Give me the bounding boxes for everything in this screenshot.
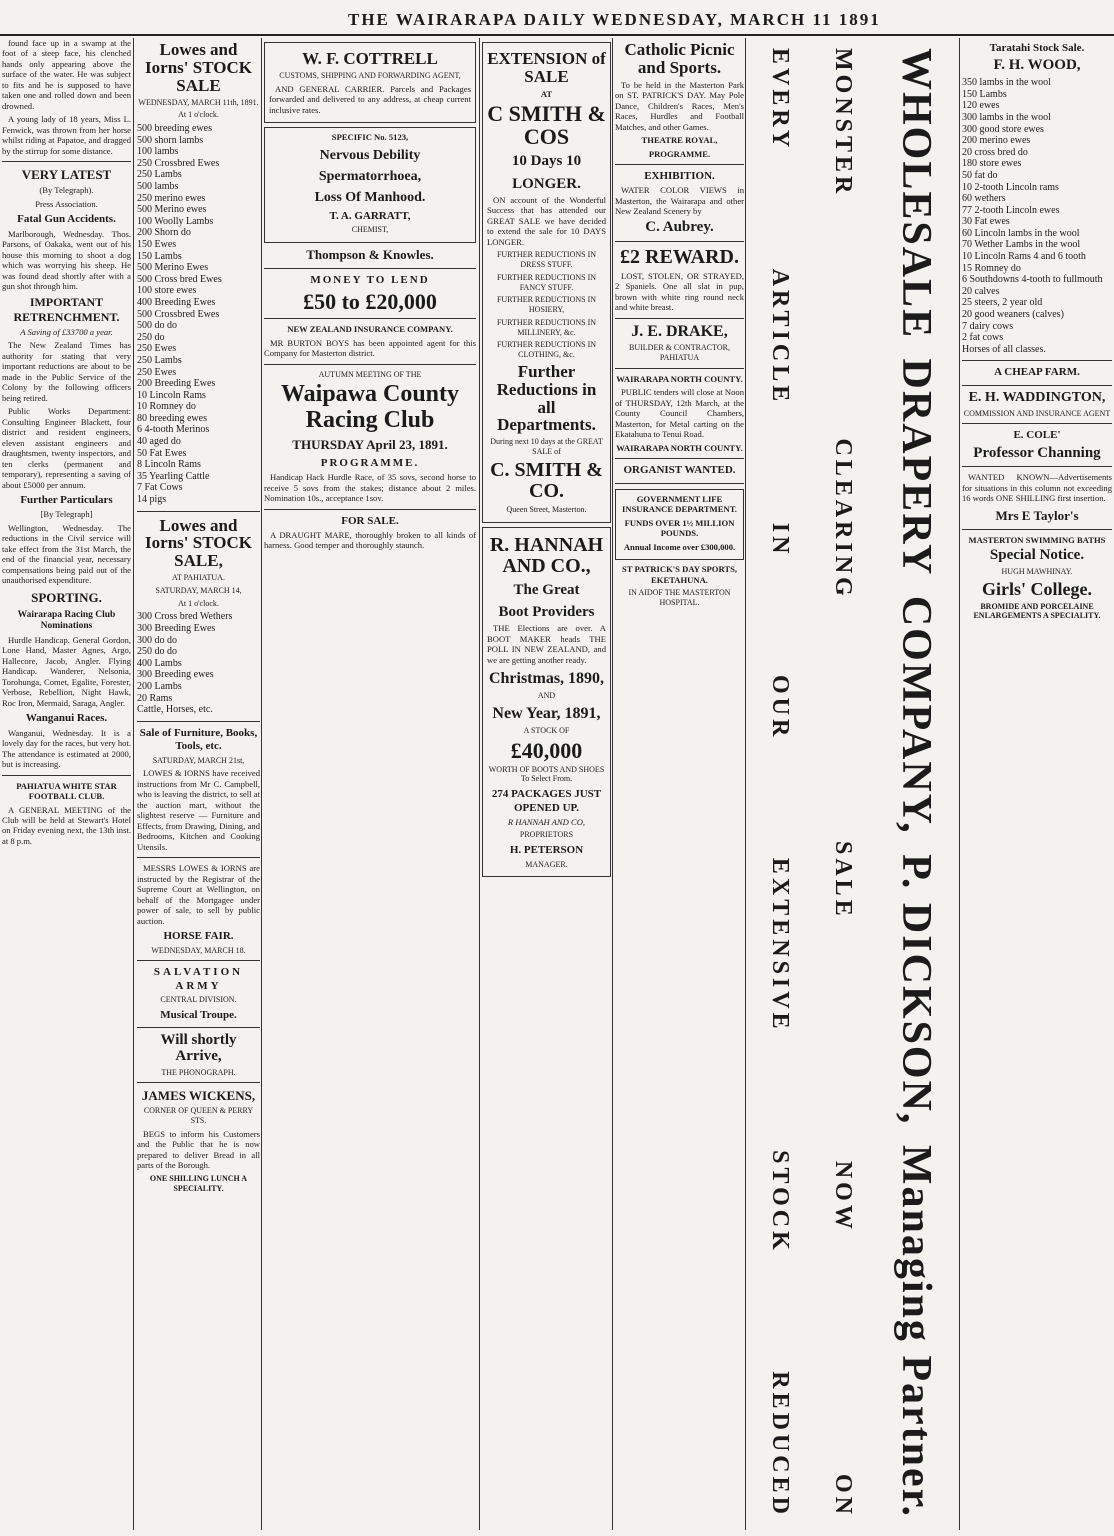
- ad-line: [766, 38, 793, 1528]
- ads-column-7: [962, 38, 1112, 1530]
- divider: [2, 161, 131, 162]
- hannah-ad: [482, 527, 611, 878]
- ad-text: PUBLIC tenders will close at Noon of THURSDAY, 12th March, at the County Council Chambers, Masterton, for Metal carting on the Ekatahuna to Tenui Road.: [615, 387, 744, 440]
- ad-heading: R. HANNAH AND CO.,: [489, 533, 604, 577]
- stock-list-item: 500 Merino Ewes: [137, 262, 209, 274]
- stock-list-item: 10 Romney do: [137, 401, 196, 413]
- stock-list-item: 200 Shorn do: [137, 227, 191, 239]
- ad-word: CLEARING: [830, 438, 856, 600]
- divider: [137, 511, 260, 512]
- ad-heading: Nervous Debility: [319, 147, 421, 163]
- column-rule: [261, 38, 262, 1530]
- ad-word: WHOLESALE: [893, 48, 939, 340]
- section-heading: SPORTING.: [31, 589, 102, 605]
- ad-date: SATURDAY, MARCH 14,: [155, 585, 242, 595]
- stock-list-item: 14 pigs: [137, 494, 167, 506]
- ad-heading: W. F. COTTRELL: [302, 49, 438, 68]
- divider: [962, 466, 1112, 467]
- divider: [615, 241, 744, 242]
- ad-subheading: THE PHONOGRAPH.: [161, 1067, 236, 1077]
- ad-subheading: BUILDER & CONTRACTOR, PAHIATUA: [629, 343, 730, 363]
- ad-date: THURSDAY April 23, 1891.: [292, 436, 448, 452]
- ad-heading: MASTERTON SWIMMING BATHS: [968, 534, 1106, 545]
- ad-signature: HUGH MAWHINAY.: [1001, 566, 1073, 576]
- smith-sale-ad: [482, 42, 611, 523]
- stock-list-item: 200 Breeding Ewes: [137, 378, 216, 390]
- stock-list-item: 500 Merino ewes: [137, 204, 207, 216]
- divider: [137, 1027, 260, 1028]
- ad-heading: Further Reductions in all Departments.: [496, 361, 597, 435]
- stock-list-item: 20 cross bred do: [962, 146, 1028, 158]
- stock-list-item: 300 Breeding Ewes: [137, 623, 216, 634]
- ad-subheading: IN AIDOF THE MASTERTON HOSPITAL.: [628, 588, 731, 607]
- article-heading: IMPORTANT RETRENCHMENT.: [13, 295, 120, 325]
- article-heading: Wairarapa Racing Club Nominations: [17, 609, 116, 632]
- news-paragraph: Wellington, Wednesday. The reductions in the Civil service will take effect from the 31st March, the end of the financial year, necessary compensations being paid out of the unauthorised expenditure.: [2, 522, 131, 586]
- masthead: [0, 0, 1114, 36]
- ad-heading: Taratahi Stock Sale.: [989, 42, 1085, 54]
- ad-heading: JAMES WICKENS,: [141, 1088, 256, 1104]
- ad-date: WEDNESDAY, MARCH 11th, 1891.: [138, 97, 259, 107]
- stock-list-item: 500 shorn lambs: [137, 134, 204, 146]
- stock-list-item: 200 Lambs: [137, 680, 182, 692]
- ad-heading: NEW ZEALAND INSURANCE COMPANY.: [287, 324, 453, 335]
- divider: [615, 368, 744, 369]
- stock-list-item: 350 lambs in the wool: [962, 77, 1051, 89]
- ad-text: AND GENERAL CARRIER. Parcels and Packages forwarded and delivered to any address, at cheap current inclusive rates.: [269, 83, 471, 115]
- ad-heading: Sale of Furniture, Books, Tools, etc.: [139, 726, 258, 753]
- cottrell-ad: [264, 42, 476, 123]
- stock-list-item: 300 Breeding ewes: [137, 669, 214, 681]
- ad-heading: Mrs E Taylor's: [995, 507, 1079, 523]
- ad-heading: J. E. DRAKE,: [631, 322, 728, 340]
- wholesale-drapery-ad: [748, 38, 958, 1528]
- ad-text: LOWES & IORNS have received instructions from Mr C. Campbell, who is leaving the district, to sell at the auction mart, without the slightest reserve — Furniture and Effects, from Drawing, Dining, and Bedrooms, Kitchen and Cooking Utensils.: [137, 768, 260, 852]
- ad-footer: ONE SHILLING LUNCH A SPECIALITY.: [149, 1173, 248, 1193]
- stock-list-item: 500 Crossbred Ewes: [137, 308, 220, 320]
- ad-address: Queen Street, Masterton.: [506, 504, 587, 514]
- news-paragraph: Public Works Department: Consulting Engineer Blackett, four district and resident engineers, eleven assistant engineers and draughtsmen, twenty inspectors, and ten clerks (permanent and temporary), representing a saving of about £5000 per annum.: [2, 406, 131, 490]
- stock-list-item: 250 Lambs: [137, 354, 182, 366]
- reduction-line: FURTHER REDUCTIONS IN DRESS STUFF.: [496, 250, 597, 270]
- ad-line: [892, 38, 940, 1528]
- stock-list-item: 2 fat cows: [962, 332, 1004, 344]
- stock-list-item: 25 steers, 2 year old: [962, 297, 1043, 309]
- ad-heading: Thompson & Knowles.: [306, 246, 434, 262]
- ad-word: ARTICLE: [767, 268, 793, 406]
- divider: [615, 483, 744, 484]
- stock-list-item: 100 lambs: [137, 146, 179, 158]
- stock-list-item: 20 Rams: [137, 692, 173, 704]
- ad-heading: Girls' College.: [982, 578, 1092, 599]
- ad-word: EXTENSIVE: [767, 857, 793, 1033]
- stock-list-item: 77 2-tooth Lincoln ewes: [962, 204, 1060, 216]
- stock-list-item: 6 Southdowns 4-tooth to fullmouth: [962, 274, 1103, 286]
- ad-subheading: AUTUMN MEETING OF THE: [318, 369, 422, 379]
- ad-subheading: CORNER OF QUEEN & PERRY STS.: [143, 1106, 254, 1126]
- ad-heading: ST PATRICK'S DAY SPORTS, EKETAHUNA.: [621, 564, 738, 585]
- ad-text: THE Elections are over. A BOOT MAKER heads THE POLL IN NEW ZEALAND, and we are getting another ready.: [487, 623, 606, 665]
- ad-subheading: SPECIFIC No. 5123,: [331, 132, 409, 143]
- stock-list-item: 400 Breeding Ewes: [137, 296, 216, 308]
- stock-list-item: 250 do do: [137, 646, 177, 658]
- article-heading: Fatal Gun Accidents.: [17, 213, 116, 226]
- divider: [2, 775, 131, 776]
- ad-text: LOST, STOLEN, OR STRAYED, 2 Spaniels. One all slat in pup, brown with white ring round neck and white breast.: [615, 270, 744, 313]
- stock-list-item: 200 merino ewes: [962, 135, 1031, 147]
- stock-list-item: 300 Cross bred Wethers: [137, 611, 233, 623]
- stock-list-item: 300 lambs in the wool: [962, 111, 1051, 123]
- ad-heading: LONGER.: [512, 175, 581, 192]
- ad-heading: EXTENSION of SALE: [487, 49, 606, 86]
- divider: [962, 360, 1112, 361]
- divider: [615, 164, 744, 165]
- specific-ad: [264, 127, 476, 243]
- divider: [264, 268, 476, 269]
- ad-text: MANAGER.: [525, 859, 568, 869]
- ad-heading: Spermatorrhoea,: [318, 168, 422, 184]
- ad-word: ON: [830, 1473, 856, 1518]
- newspaper-title: THE WAIRARAPA DAILY WEDNESDAY, MARCH 11 1891: [348, 10, 881, 29]
- ad-subheading: PROGRAMME.: [648, 148, 711, 159]
- ad-footer: BROMIDE AND PORCELAINE ENLARGEMENTS A SPECIALITY.: [973, 601, 1101, 621]
- stock-list: [962, 77, 1112, 355]
- divider: [615, 458, 744, 459]
- ad-text: A STOCK OF: [523, 725, 570, 735]
- ad-text: AND: [537, 690, 556, 700]
- ads-column-3: [264, 38, 476, 1530]
- ad-heading: 274 PACKAGES JUST OPENED UP.: [491, 788, 602, 814]
- ad-signature: R HANNAH AND CO,: [507, 816, 586, 827]
- ad-text: BEGS to inform his Customers and the Public that he is now prepared to deliver Bread in all parts of the Borough.: [137, 1128, 260, 1171]
- ad-heading: The Great: [513, 581, 580, 598]
- column-rule: [479, 38, 480, 1530]
- ad-text: MESSRS LOWES & IORNS are instructed by the Registrar of the Supreme Court at Wellington, on behalf of the Mortgagee under power of sale, to sell by public auction.: [137, 863, 260, 926]
- ad-heading: £2 REWARD.: [620, 245, 739, 268]
- ad-heading: Boot Providers: [498, 603, 595, 620]
- divider: [264, 318, 476, 319]
- ad-time: At 1 o'clock.: [178, 110, 219, 120]
- ad-subheading: CUSTOMS, SHIPPING AND FORWARDING AGENT,: [279, 70, 461, 80]
- stock-list-item: 50 Fat Ewes: [137, 447, 187, 459]
- divider: [264, 509, 476, 510]
- news-column-1: [2, 38, 131, 1530]
- ad-heading: WAIRARAPA NORTH COUNTY.: [616, 373, 743, 384]
- ad-heading: Lowes and Iorns' STOCK SALE: [145, 40, 252, 95]
- article-heading: Further Particulars: [20, 493, 113, 506]
- stock-list-item: 150 Ewes: [137, 238, 177, 250]
- ad-word: NOW: [830, 1160, 856, 1233]
- divider: [137, 960, 260, 961]
- ad-heading: HORSE FAIR.: [163, 930, 234, 943]
- ad-heading: 10 Days 10: [511, 153, 582, 170]
- reduction-line: FURTHER REDUCTIONS IN FANCY STUFF.: [496, 272, 597, 292]
- ad-word: OUR: [767, 675, 793, 741]
- ads-column-5: [615, 38, 744, 1530]
- stock-list-item: 6 4-tooth Merinos: [137, 424, 210, 436]
- ad-heading: New Year, 1891,: [492, 705, 601, 723]
- divider: [962, 529, 1112, 530]
- divider: [137, 721, 260, 722]
- ad-word: SALE: [830, 841, 856, 920]
- section-heading: VERY LATEST: [21, 167, 112, 183]
- ad-heading: EXHIBITION.: [644, 170, 715, 183]
- stock-list-item: 50 fat do: [962, 169, 998, 181]
- article-heading: Wanganui Races.: [25, 712, 108, 725]
- news-paragraph: found face up in a swamp at the foot of a steep face, his clenched hands only appearing above the surface of the water. He was subject to fits and he is supposed to have taken one and rolled down and been drowned.: [2, 38, 131, 111]
- ad-heading: C SMITH & COS: [487, 101, 606, 150]
- stock-list-item: 300 do do: [137, 634, 177, 646]
- ad-heading: Special Notice.: [989, 547, 1085, 564]
- ad-heading: A CHEAP FARM.: [994, 366, 1080, 379]
- stock-list-item: 250 Crossbred Ewes: [137, 157, 220, 169]
- ad-heading: C. SMITH & CO.: [490, 458, 603, 502]
- news-paragraph: A young lady of 18 years, Miss L. Fenwick, was thrown from her horse whilst riding at Papatoe, and dragged by the stirrup for some distance.: [2, 114, 131, 156]
- stock-list-item: 500 do do: [137, 320, 177, 332]
- ad-heading: MONEY TO LEND: [310, 273, 430, 286]
- reduction-line: FURTHER REDUCTIONS IN HOSIERY,: [496, 295, 597, 315]
- ad-word: COMPANY,: [893, 595, 939, 835]
- news-paragraph: The New Zealand Times has authority for stating that very important reductions are about to be made in the Public Service of the Colony by the following officers being retired.: [2, 340, 131, 403]
- reduction-line: FURTHER REDUCTIONS IN MILLINERY, &c.: [496, 317, 597, 337]
- column-rule: [133, 38, 134, 1530]
- ad-text: PROPRIETORS: [519, 830, 574, 840]
- stock-list-item: 150 Lambs: [962, 88, 1007, 100]
- stock-list-item: Horses of all classes.: [962, 343, 1046, 355]
- ad-amount: £40,000: [510, 737, 583, 763]
- ad-heading: SALVATION ARMY: [153, 966, 244, 992]
- ad-word: P. DICKSON,: [893, 854, 939, 1126]
- stock-list-item: 250 Ewes: [137, 343, 177, 355]
- ad-text: WATER COLOR VIEWS in Masterton, the Wairarapa and other New Zealand Scenery by: [615, 185, 744, 217]
- ad-subheading: AT: [540, 88, 553, 99]
- stock-list-item: Cattle, Horses, etc.: [137, 704, 213, 716]
- ad-date: WEDNESDAY, MARCH 18.: [151, 945, 246, 955]
- ad-line: [829, 38, 856, 1528]
- news-paragraph: Wanganui, Wednesday. It is a lovely day for the races, but very hot. The attendance is estimated at 2000, but is increasing.: [2, 727, 131, 770]
- ad-date: SATURDAY, MARCH 21st,: [152, 755, 245, 765]
- govt-insurance-ad: [615, 489, 744, 560]
- stock-list-item: 10 Lincoln Rams: [137, 389, 206, 401]
- ad-subheading: FUNDS OVER 1½ MILLION POUNDS.: [624, 517, 735, 539]
- byline: [By Telegraph]: [40, 509, 93, 520]
- stock-list-item: 100 store ewes: [137, 285, 197, 297]
- stock-list-item: 400 Lambs: [137, 657, 182, 669]
- stock-list-item: 10 2-tooth Lincoln rams: [962, 181, 1059, 193]
- ad-text: MR BURTON BOYS has been appointed agent for this Company for Masterton district.: [264, 337, 476, 359]
- ad-heading: Lowes and Iorns' STOCK SALE,: [145, 515, 252, 571]
- stock-list-item: 60 Lincoln lambs in the wool: [962, 227, 1080, 239]
- stock-list-item: 35 Yearling Cattle: [137, 470, 210, 482]
- ad-heading: E. H. WADDINGTON,: [968, 389, 1106, 405]
- stock-list-item: 30 Fat ewes: [962, 216, 1010, 228]
- divider: [615, 318, 744, 319]
- stock-list-item: 250 merino ewes: [137, 192, 206, 204]
- wanted-text: WANTED KNOWN—Advertisements for situations in this column not exceeding 16 words ONE SHILLING first insertion.: [962, 472, 1112, 504]
- stock-list-item: 40 aged do: [137, 436, 181, 448]
- ad-heading: Musical Troupe.: [160, 1008, 237, 1021]
- stock-list-item: 60 wethers: [962, 193, 1006, 205]
- news-paragraph: Marlborough, Wednesday. Thos. Parsons, of Oakaka, went out of his house this morning to shoot a dog which was worrying his sheep. He was found dead shortly after with a gun shot through him.: [2, 228, 131, 291]
- ad-heading: Catholic Picnic and Sports.: [624, 40, 735, 77]
- ad-subheading: COMMISSION AND INSURANCE AGENT: [963, 408, 1111, 418]
- ad-heading: E. COLE': [1013, 429, 1061, 442]
- ad-heading: H. PETERSON: [509, 844, 584, 857]
- divider: [137, 857, 260, 858]
- column-rule: [745, 38, 746, 1530]
- ad-heading: T. A. GARRATT,: [329, 209, 411, 222]
- ad-subheading: CHEMIST,: [351, 225, 389, 235]
- ad-heading: Waipawa County Racing Club: [280, 381, 460, 433]
- ad-word: MONSTER: [830, 48, 856, 198]
- stock-list-item: 120 ewes: [962, 100, 1000, 112]
- stock-list-item: 250 do: [137, 331, 165, 343]
- stock-list-item: 20 good weaners (calves): [962, 309, 1064, 321]
- notice-heading: PAHIATUA WHITE STAR FOOTBALL CLUB.: [16, 780, 117, 802]
- ad-heading: PROGRAMME.: [320, 456, 420, 469]
- byline: (By Telegraph).: [39, 185, 94, 196]
- stock-list-item: 300 good store ewes: [962, 123, 1044, 135]
- news-paragraph: Hurdle Handicap. General Gordon, Lone Hand, Master Agnes, Argo, Hallecore, Jacob, Angler. Flying Handicap. Wanderer, Nelsonia, Torohunga, Comet, Egalite, Forester, Verbose, Rebellion, Night Hawk, Roc Iron, Mermaid, Saraga, Angler.: [2, 634, 131, 708]
- divider: [264, 364, 476, 365]
- ad-time: At 1 o'clock.: [178, 598, 219, 608]
- stock-list-item: 500 breeding ewes: [137, 123, 212, 135]
- ad-word: REDUCED: [767, 1371, 793, 1518]
- ad-heading: Will shortly Arrive,: [160, 1032, 237, 1064]
- column-rule: [959, 38, 960, 1530]
- stock-list-item: 7 Fat Cows: [137, 482, 183, 494]
- stock-list-item: 500 Cross bred Ewes: [137, 273, 222, 285]
- reduction-line: FURTHER REDUCTIONS IN CLOTHING, &c.: [496, 340, 597, 360]
- notice-text: A GENERAL MEETING of the Club will be held at Stewart's Hotel on Friday evening next, the 13th inst. at 8 p.m.: [2, 804, 131, 846]
- stock-list-item: 250 Ewes: [137, 366, 177, 378]
- ads-column-4: [482, 38, 611, 1530]
- ad-text: During next 10 days at the GREAT SALE of: [490, 437, 603, 456]
- ad-heading: C. Aubrey.: [645, 218, 714, 235]
- ad-heading: F. H. WOOD,: [993, 57, 1081, 74]
- ads-column-2: [137, 38, 260, 1530]
- ad-place: AT PAHIATUA.: [172, 573, 225, 583]
- byline: Press Association.: [35, 198, 98, 209]
- stock-list-item: 70 Wether Lambs in the wool: [962, 239, 1081, 251]
- ad-word: IN: [767, 522, 793, 558]
- ad-heading: Christmas, 1890,: [488, 670, 605, 688]
- divider: [137, 1082, 260, 1083]
- stock-list: [137, 611, 260, 715]
- ad-amount: £50 to £20,000: [303, 289, 437, 315]
- ad-subheading: THEATRE ROYAL,: [641, 135, 718, 146]
- stock-list-item: 100 Woolly Lambs: [137, 215, 214, 227]
- stock-list-item: 180 store ewes: [962, 158, 1022, 170]
- stock-list-item: 7 dairy cows: [962, 320, 1014, 332]
- ad-text: ON account of the Wonderful Success that has attended our GREAT SALE we have decided to extend the sale for 10 DAYS LONGER.: [487, 194, 606, 247]
- ad-heading: Loss Of Manhood.: [314, 189, 426, 205]
- stock-list: [137, 123, 260, 506]
- ad-heading: Professor Channing: [973, 444, 1101, 461]
- article-subheading: A Saving of £33700 a year.: [20, 326, 113, 337]
- ad-text: WORTH OF BOOTS AND SHOES To Select From.: [488, 764, 605, 784]
- ad-heading: GOVERNMENT LIFE INSURANCE DEPARTMENT.: [622, 493, 737, 515]
- ad-text: A DRAUGHT MARE, thoroughly broken to all kinds of harness. Good temper and thoroughly staunch.: [264, 529, 476, 551]
- ad-subheading: CENTRAL DIVISION.: [160, 995, 237, 1005]
- ad-subheading: Annual Income over £300,000.: [623, 541, 736, 552]
- stock-list-item: 15 Romney do: [962, 262, 1021, 274]
- divider: [962, 423, 1112, 424]
- stock-list-item: 80 breeding ewes: [137, 412, 207, 424]
- ad-word: DRAPERY: [893, 358, 939, 577]
- ad-word: Managing Partner.: [893, 1144, 939, 1518]
- ad-heading: FOR SALE.: [341, 514, 399, 527]
- stock-list-item: 8 Lincoln Rams: [137, 459, 201, 471]
- stock-list-item: 250 Lambs: [137, 169, 182, 181]
- stock-list-item: 150 Lambs: [137, 250, 182, 262]
- stock-list-item: 500 lambs: [137, 181, 179, 192]
- ad-text: Handicap Hack Hurdle Race, of 35 sovs, second horse to receive 5 sovs from the stakes; distance about 2 miles. Nomination 10s., acceptance 1sov.: [264, 472, 476, 504]
- stock-list-item: 10 Lincoln Rams 4 and 6 tooth: [962, 251, 1086, 263]
- ad-heading: ORGANIST WANTED.: [623, 464, 736, 477]
- ad-heading: WAIRARAPA NORTH COUNTY.: [616, 442, 743, 453]
- divider: [962, 385, 1112, 386]
- ad-word: STOCK: [767, 1150, 793, 1254]
- stock-list-item: 20 calves: [962, 285, 1000, 297]
- ad-text: To be held in the Masterton Park on ST. PATRICK'S DAY. May Pole Dance, Children's Races, Men's Races, Hurdles and Football Matches, and other Games.: [615, 79, 744, 132]
- column-rule: [612, 38, 613, 1530]
- ad-word: EVERY: [767, 48, 793, 152]
